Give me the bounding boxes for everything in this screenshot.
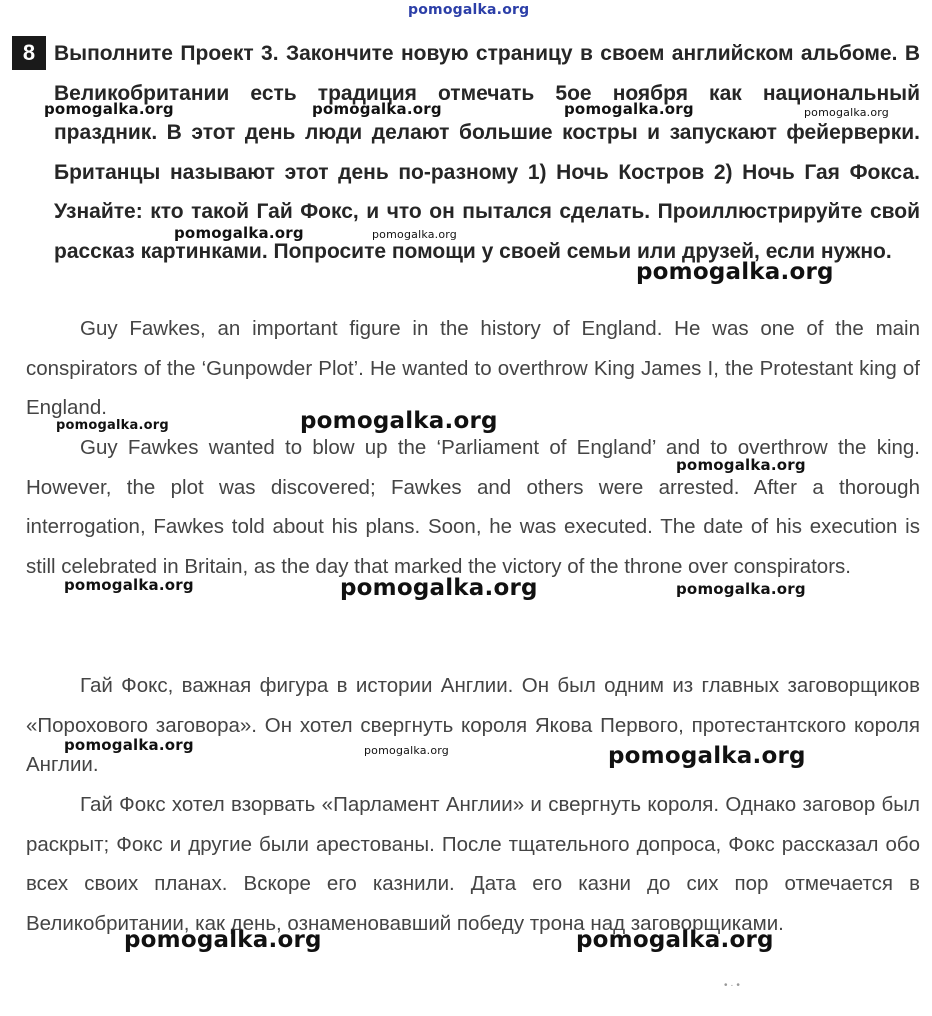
watermark: pomogalka.org [804, 106, 889, 119]
decorative-dots: • · • [724, 980, 740, 991]
watermark: pomogalka.org [44, 100, 174, 118]
russian-paragraph-2: Гай Фокс хотел взорвать «Парламент Англии» и свергнуть короля. Однако заговор был раскрыт; Фокс и другие были арестованы. После тщательного допроса, Фокс рассказал обо всех своих планах. Вскоре его казнили. Дата его казни до сих пор отмечается в Великобритании, как день, ознаменовавший победу трона над заговорщиками. [26, 793, 920, 935]
watermark: pomogalka.org [372, 228, 457, 241]
task-number-badge: 8 [12, 36, 46, 70]
watermark: pomogalka.org [340, 575, 538, 601]
watermark: pomogalka.org [608, 743, 806, 769]
watermark: pomogalka.org [576, 927, 774, 953]
watermark: pomogalka.org [124, 927, 322, 953]
watermark: pomogalka.org [364, 744, 449, 757]
watermark: pomogalka.org [564, 100, 694, 118]
watermark: pomogalka.org [300, 408, 498, 434]
watermark: pomogalka.org [636, 259, 834, 285]
watermark: pomogalka.org [56, 418, 169, 433]
russian-paragraph-1: Гай Фокс, важная фигура в истории Англии. Он был одним из главных заговорщиков «Порохового заговора». Он хотел свергнуть короля Якова Первого, протестантского короля Англии. [26, 674, 920, 777]
watermark: pomogalka.org [676, 456, 806, 474]
english-paragraph-1: Guy Fawkes, an important figure in the history of England. He was one of the main conspirators of the ‘Gunpowder Plot’. He wanted to overthrow King James I, the Protestant king of England. [26, 317, 920, 420]
watermark: pomogalka.org [174, 224, 304, 242]
header-watermark: pomogalka.org [408, 2, 530, 18]
english-paragraph-2: Guy Fawkes wanted to blow up the ‘Parliament of England’ and to overthrow the king. However, the plot was discovered; Fawkes and others were arrested. After a thorough interrogation, Fawkes told about his plans. Soon, he was executed. The date of his execution is still celebrated in Britain, as the day that marked the victory of the throne over conspirators. [26, 436, 920, 578]
task-instruction: Выполните Проект 3. Закончите новую страницу в своем английском альбоме. В Великобритании есть традиция отмечать 5ое ноября как национальный праздник. В этот день люди делают большие костры и запускают фейерверки. Британцы называют этот день по-разному 1) Ночь Костров 2) Ночь Гая Фокса. Узнайте: кто такой Гай Фокс, и что он пытался сделать. Проиллюстрируйте свой рассказ картинками. Попросите помощи у своей семьи или друзей, если нужно. [54, 42, 920, 263]
watermark: pomogalka.org [676, 580, 806, 598]
watermark: pomogalka.org [64, 736, 194, 754]
watermark: pomogalka.org [312, 100, 442, 118]
watermark: pomogalka.org [64, 576, 194, 594]
